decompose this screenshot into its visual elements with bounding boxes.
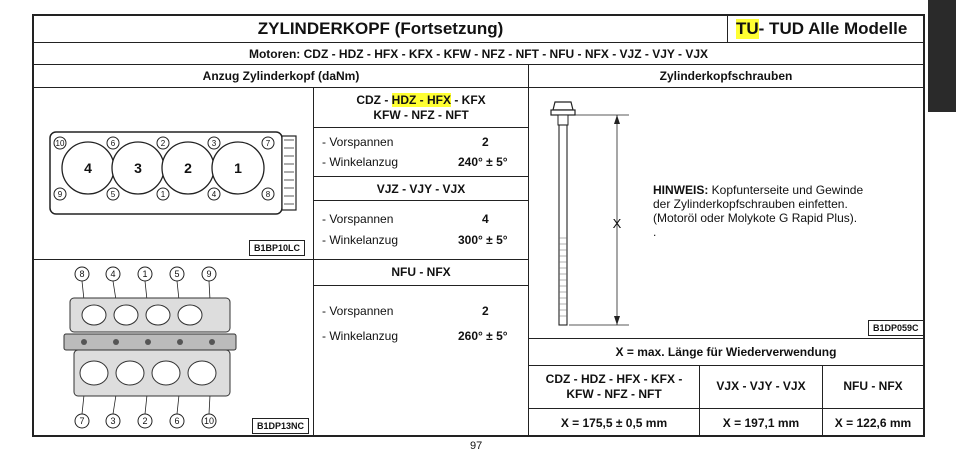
page-edge-tab xyxy=(928,0,956,112)
bolt-label: 9 xyxy=(57,190,63,199)
bolt-label: 9 xyxy=(206,269,212,279)
xmax-caption: X = max. Länge für Wiederverwendung xyxy=(615,345,837,359)
bolt-label: 5 xyxy=(174,269,180,279)
page-number: 97 xyxy=(470,441,483,451)
rule xyxy=(314,259,528,260)
hinweis-label: HINWEIS: xyxy=(653,183,709,197)
hinweis-line-4: . xyxy=(653,225,657,239)
group1-header xyxy=(314,93,528,123)
table-col3-header: NFU - NFX xyxy=(843,379,903,393)
hinweis-line-3: (Motoröl oder Molykote G Rapid Plus). xyxy=(653,211,858,225)
bolt-label: 4 xyxy=(110,269,116,279)
bolt-label: 6 xyxy=(174,416,180,426)
cylinder-label: 1 xyxy=(234,160,242,176)
title-text: ZYLINDERKOPF (Fortsetzung) xyxy=(257,19,504,38)
group1-winkel-value: 240° ± 5° xyxy=(458,155,508,169)
group2-winkel-value: 300° ± 5° xyxy=(458,233,508,247)
group1-vorspannen-value: 2 xyxy=(482,135,489,149)
table-col2-header: VJX - VJY - VJX xyxy=(716,379,806,393)
group3-winkel-value: 260° ± 5° xyxy=(458,329,508,343)
group3-vorspannen-label: - Vorspannen xyxy=(322,304,394,318)
group1-h-highlight: HDZ - HFX xyxy=(391,93,451,107)
table-value-3: X = 122,6 mm xyxy=(834,416,912,430)
bolt-label: 10 xyxy=(203,416,215,426)
table-value-2: X = 197,1 mm xyxy=(722,416,800,430)
group3-winkel-label: - Winkelanzug xyxy=(322,329,399,343)
bolt-label: 8 xyxy=(265,190,271,199)
x-dimension-label: X xyxy=(612,216,622,231)
engines-row: Motoren: CDZ - HDZ - HFX - KFX - KFW - NFZ - NFT - NFU - NFX - VJZ - VJY - VJX xyxy=(248,46,709,61)
model-title xyxy=(728,16,923,42)
rule xyxy=(529,408,923,409)
rule xyxy=(314,285,528,286)
cylinder-label: 3 xyxy=(134,160,142,176)
figure-code-3: B1DP059C xyxy=(868,320,924,336)
group1-h-post: - KFX xyxy=(450,93,486,107)
cylinder-label: 2 xyxy=(184,160,192,176)
group3-vorspannen-value: 2 xyxy=(482,304,489,318)
group1-vorspannen-label: - Vorspannen xyxy=(322,135,394,149)
tu-highlight: TU xyxy=(736,19,759,38)
bolt-label: 1 xyxy=(160,190,166,199)
bolt-label: 5 xyxy=(110,190,116,199)
bolt-label: 3 xyxy=(211,139,217,148)
rule xyxy=(314,200,528,201)
cylinder-label: 4 xyxy=(84,160,92,176)
table-col1-header-a: CDZ - HDZ - HFX - KFX - xyxy=(545,372,683,386)
hinweis-note xyxy=(653,183,913,239)
bolt-label: 3 xyxy=(110,416,116,426)
group1-h2: KFW - NFZ - NFT xyxy=(373,108,469,122)
bolt-label: 7 xyxy=(265,139,271,148)
bolt-label: 10 xyxy=(55,139,65,148)
figure-code-2: B1DP13NC xyxy=(252,418,309,434)
hinweis-line-1: Kopfunterseite und Gewinde xyxy=(708,183,864,197)
cylinder-head-bolts-figure xyxy=(34,260,313,437)
figure-divider xyxy=(313,88,314,437)
bolt-label: 4 xyxy=(211,190,217,199)
page-title xyxy=(34,16,727,42)
rule xyxy=(314,176,528,177)
bolt-label: 8 xyxy=(79,269,85,279)
group2-vorspannen-label: - Vorspannen xyxy=(322,212,394,226)
hinweis-line-2: der Zylinderkopfschrauben einfetten. xyxy=(653,197,848,211)
torque-header: Anzug Zylinderkopf (daNm) xyxy=(202,69,360,83)
cylinder-head-figure xyxy=(34,88,313,259)
table-col1-header xyxy=(529,372,699,402)
bolt-label: 2 xyxy=(160,139,166,148)
group1-winkel-label: - Winkelanzug xyxy=(322,155,399,169)
figure-code-1: B1BP10LC xyxy=(249,240,305,256)
bolt-label: 7 xyxy=(79,416,85,426)
table-value-1: X = 175,5 ± 0,5 mm xyxy=(560,416,668,430)
rule xyxy=(529,365,923,366)
rule xyxy=(314,127,528,128)
group3-header: NFU - NFX xyxy=(391,265,451,279)
model-title-rest: - TUD Alle Modelle xyxy=(758,19,908,38)
table-col1-header-b: KFW - NFZ - NFT xyxy=(566,387,662,401)
group1-h-pre: CDZ - xyxy=(356,93,392,107)
group2-vorspannen-value: 4 xyxy=(482,212,489,226)
group2-header: VJZ - VJY - VJX xyxy=(376,182,466,196)
group2-winkel-label: - Winkelanzug xyxy=(322,233,399,247)
bolt-label: 6 xyxy=(110,139,116,148)
bolt-label: 1 xyxy=(142,269,148,279)
bolt-label: 2 xyxy=(142,416,148,426)
bolts-header: Zylinderkopfschrauben xyxy=(659,69,793,83)
